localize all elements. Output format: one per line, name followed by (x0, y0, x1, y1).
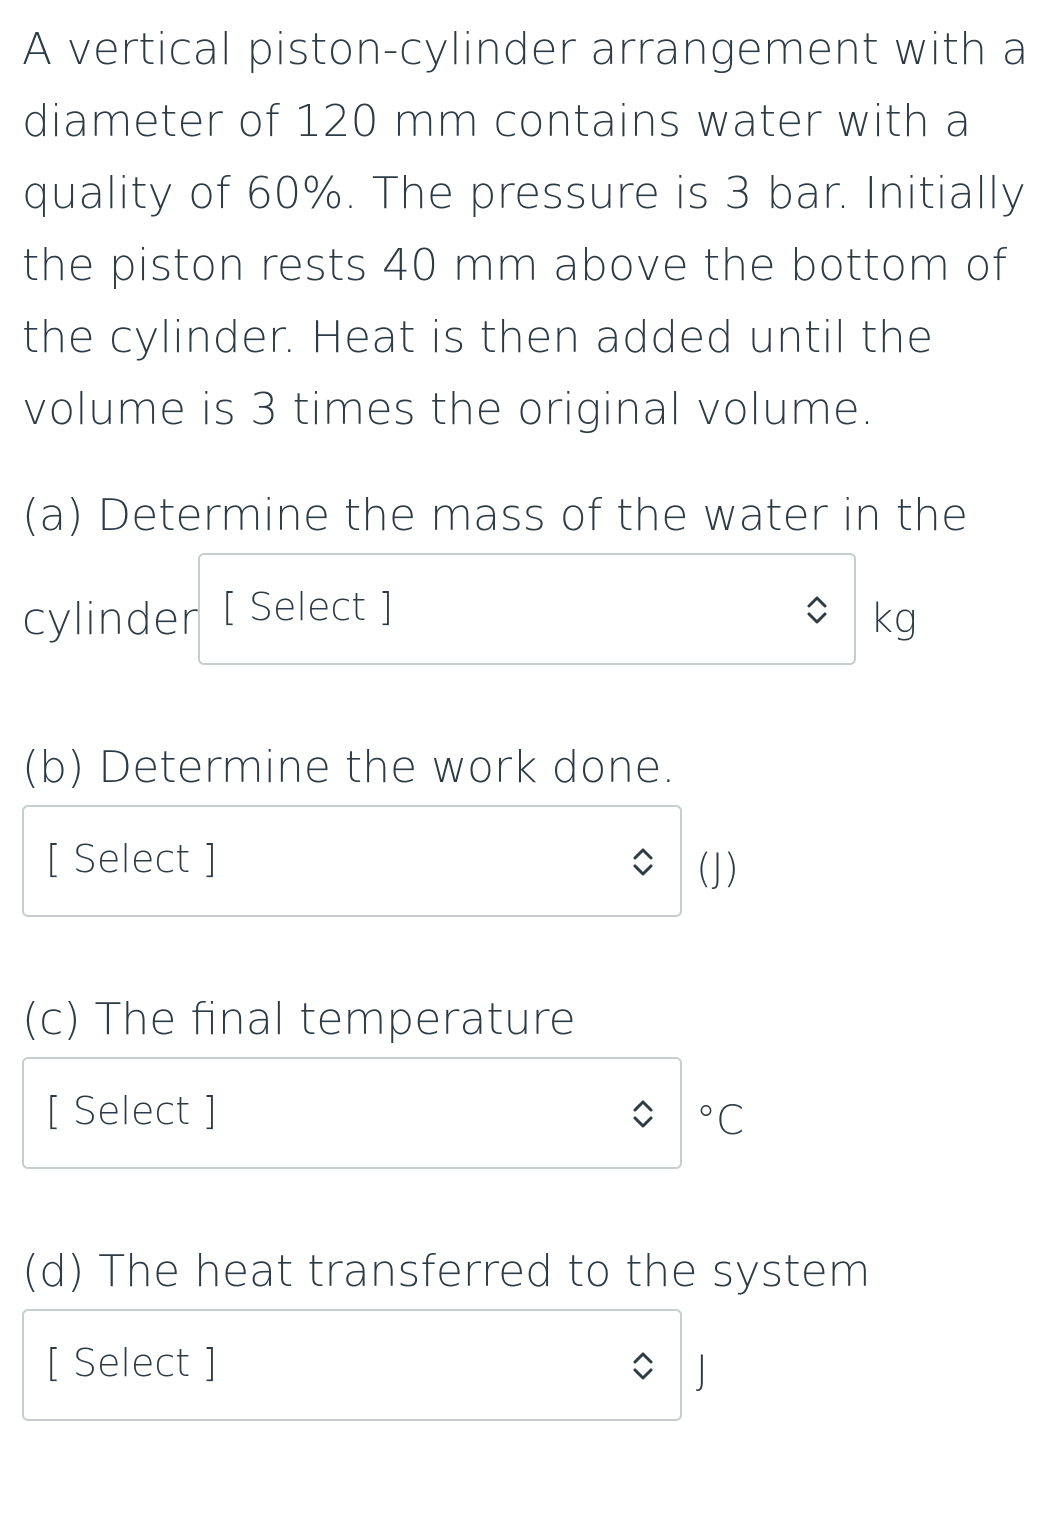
answer-c-select-value: [ Select ] (46, 1089, 218, 1133)
answer-d-unit: J (696, 1348, 708, 1394)
problem-line: the piston rests 40 mm above the bottom of (22, 240, 1008, 291)
question-b-text: (b) Determine the work done. (22, 742, 676, 793)
question-a-text: (a) Determine the mass of the water in the (22, 490, 968, 541)
chevron-up-down-icon (632, 845, 654, 879)
chevron-up-down-icon (632, 1349, 654, 1383)
question-d-text: (d) The heat transferred to the system (22, 1246, 871, 1297)
answer-a-select-value: [ Select ] (222, 585, 394, 629)
answer-c-unit: °C (696, 1098, 744, 1144)
answer-a-select[interactable] (198, 553, 856, 665)
answer-d-select[interactable] (22, 1309, 682, 1421)
question-c-text: (c) The final temperature (22, 994, 576, 1045)
answer-b-select-value: [ Select ] (46, 837, 218, 881)
problem-line: quality of 60%. The pressure is 3 bar. Initially (22, 168, 1027, 219)
problem-line: volume is 3 times the original volume. (22, 384, 875, 435)
question-a-cylinder-label: cylinder (22, 594, 198, 645)
problem-line: A vertical piston-cylinder arrangement with a (22, 24, 1029, 75)
answer-a-unit: kg (870, 596, 918, 642)
chevron-up-down-icon (806, 593, 828, 627)
answer-b-unit: (J) (696, 846, 740, 892)
chevron-up-down-icon (632, 1097, 654, 1131)
problem-line: the cylinder. Heat is then added until the (22, 312, 934, 363)
answer-c-select[interactable] (22, 1057, 682, 1169)
problem-line: diameter of 120 mm contains water with a (22, 96, 972, 147)
problem-statement (22, 14, 1029, 446)
answer-d-select-value: [ Select ] (46, 1341, 218, 1385)
answer-b-select[interactable] (22, 805, 682, 917)
